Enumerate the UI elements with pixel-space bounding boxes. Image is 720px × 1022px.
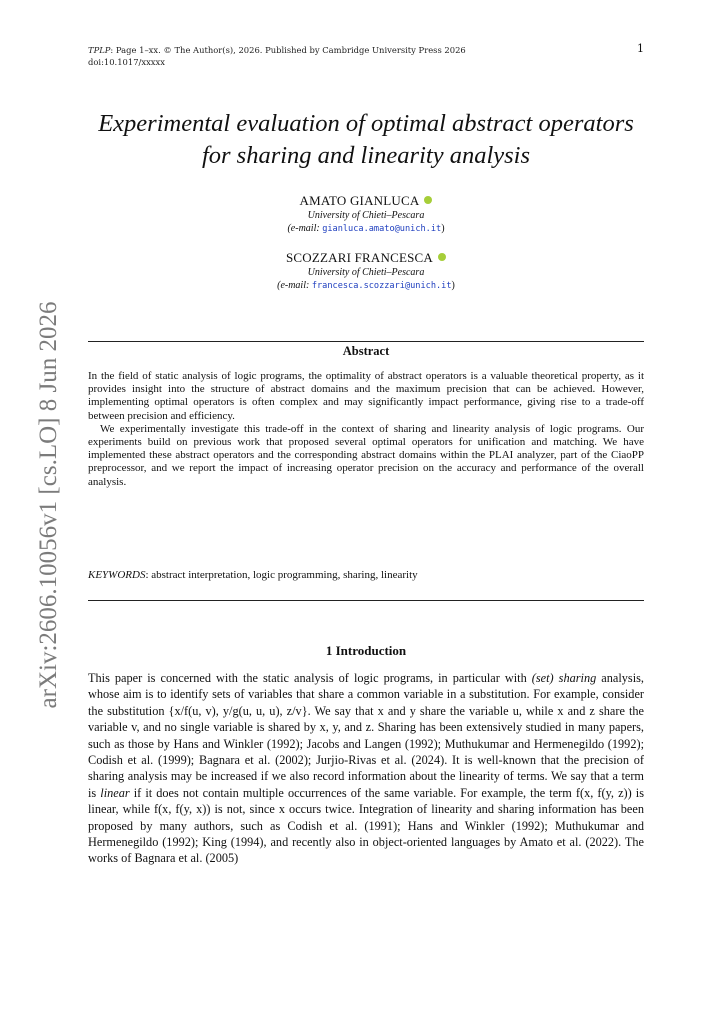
title-line-2: for sharing and linearity analysis (201, 142, 531, 169)
orcid-icon[interactable] (424, 196, 432, 204)
abstract-paragraph-2: We experimentally investigate this trade-off in the context of sharing and linearity analysis of logic programs. Our experiments build on previous work that proposed several optimal operators for unification and matching. We have implemented these abstract operators and the corresponding abstract domains within the PLAI analyzer, part of the CiaoPP preprocessor, and we report the impact of increasing operator precision on the accuracy and performance of the overall analysis. (88, 422, 644, 488)
author-email-line: (e-mail: gianluca.amato@unich.it) (287, 223, 445, 234)
author-affiliation: University of Chieti–Pescara (307, 267, 425, 278)
doi-text: doi:10.1017/xxxxx (88, 57, 165, 67)
abstract-top-rule (88, 341, 644, 342)
abstract-heading: Abstract (342, 344, 390, 358)
author-email-link[interactable]: gianluca.amato@unich.it (322, 224, 442, 234)
author-block-1 (88, 190, 644, 236)
orcid-icon[interactable] (438, 253, 446, 261)
keywords-label: KEYWORDS (88, 569, 146, 581)
header-publication-info: : Page 1–xx. © The Author(s), 2026. Published by Cambridge University Press 2026 (110, 45, 466, 55)
paper-title (88, 108, 644, 172)
abstract-bottom-rule (88, 600, 644, 601)
journal-abbrev: TPLP (88, 45, 111, 55)
keywords-text: : abstract interpretation, logic programming, sharing, linearity (145, 569, 418, 581)
abstract-paragraph-1: In the field of static analysis of logic programs, the optimality of abstract operators is a valuable theoretical property, as it provides insight into the structure of abstract domains and the maximum precision that can be achieved. However, implementing optimal operators is often complex and may significantly impact performance, giving rise to a trade-off between precision and efficiency. (88, 370, 644, 422)
author-name: SCOZZARI FRANCESCA (286, 250, 433, 265)
author-affiliation: University of Chieti–Pescara (307, 210, 425, 221)
keywords-line (88, 569, 644, 581)
running-header (88, 44, 644, 68)
page-number: 1 (637, 42, 644, 55)
author-block-2 (88, 247, 644, 293)
author-name: AMATO GIANLUCA (299, 193, 420, 208)
header-line (88, 44, 644, 56)
author-email-link[interactable]: francesca.scozzari@unich.it (311, 281, 452, 291)
author-email-line: (e-mail: francesca.scozzari@unich.it) (277, 280, 455, 291)
section-body (88, 670, 644, 867)
intro-paragraph: This paper is concerned with the static analysis of logic programs, in particular with (set) sharing analysis, whose aim is to identify sets of variables that share a common variable in a substitution. For example, consider the substitution {x/f(u, v), y/g(u, u, u), z/v}. We say that x and y share the variable u, while x and z share the variable v, and no single variable is shared by x, y, and z. Sharing has been extensively studied in many papers, such as those by Hans and Winkler (1992); Jacobs and Langen (1992); Muthukumar and Hermenegildo (1992); Codish et al. (1999); Bagnara et al. (2002); Jurjio-Rivas et al. (2024). It is well-known that the precision of sharing analysis may be increased if we also record information about the linearity of terms. We say that a term is linear if it does not contain multiple occurrences of the same variable. For example, the term f(x, f(y, z)) is linear, while f(x, f(y, x)) is not, since x occurs twice. Integration of linearity and sharing information has been proposed by many authors, such as Codish et al. (1991); Hans and Winkler (1992); Muthukumar and Hermenegildo (1992); King (1994), and recently also in object-oriented languages by Amato et al. (2022). The works of Bagnara et al. (2005) (88, 671, 644, 866)
section-heading: 1 Introduction (325, 643, 407, 658)
abstract-body (88, 370, 644, 489)
title-line-1: Experimental evaluation of optimal abstract operators (98, 110, 634, 137)
arxiv-stamp: arXiv:2606.10056v1 [cs.LO] 8 Jun 2026 (35, 301, 62, 709)
